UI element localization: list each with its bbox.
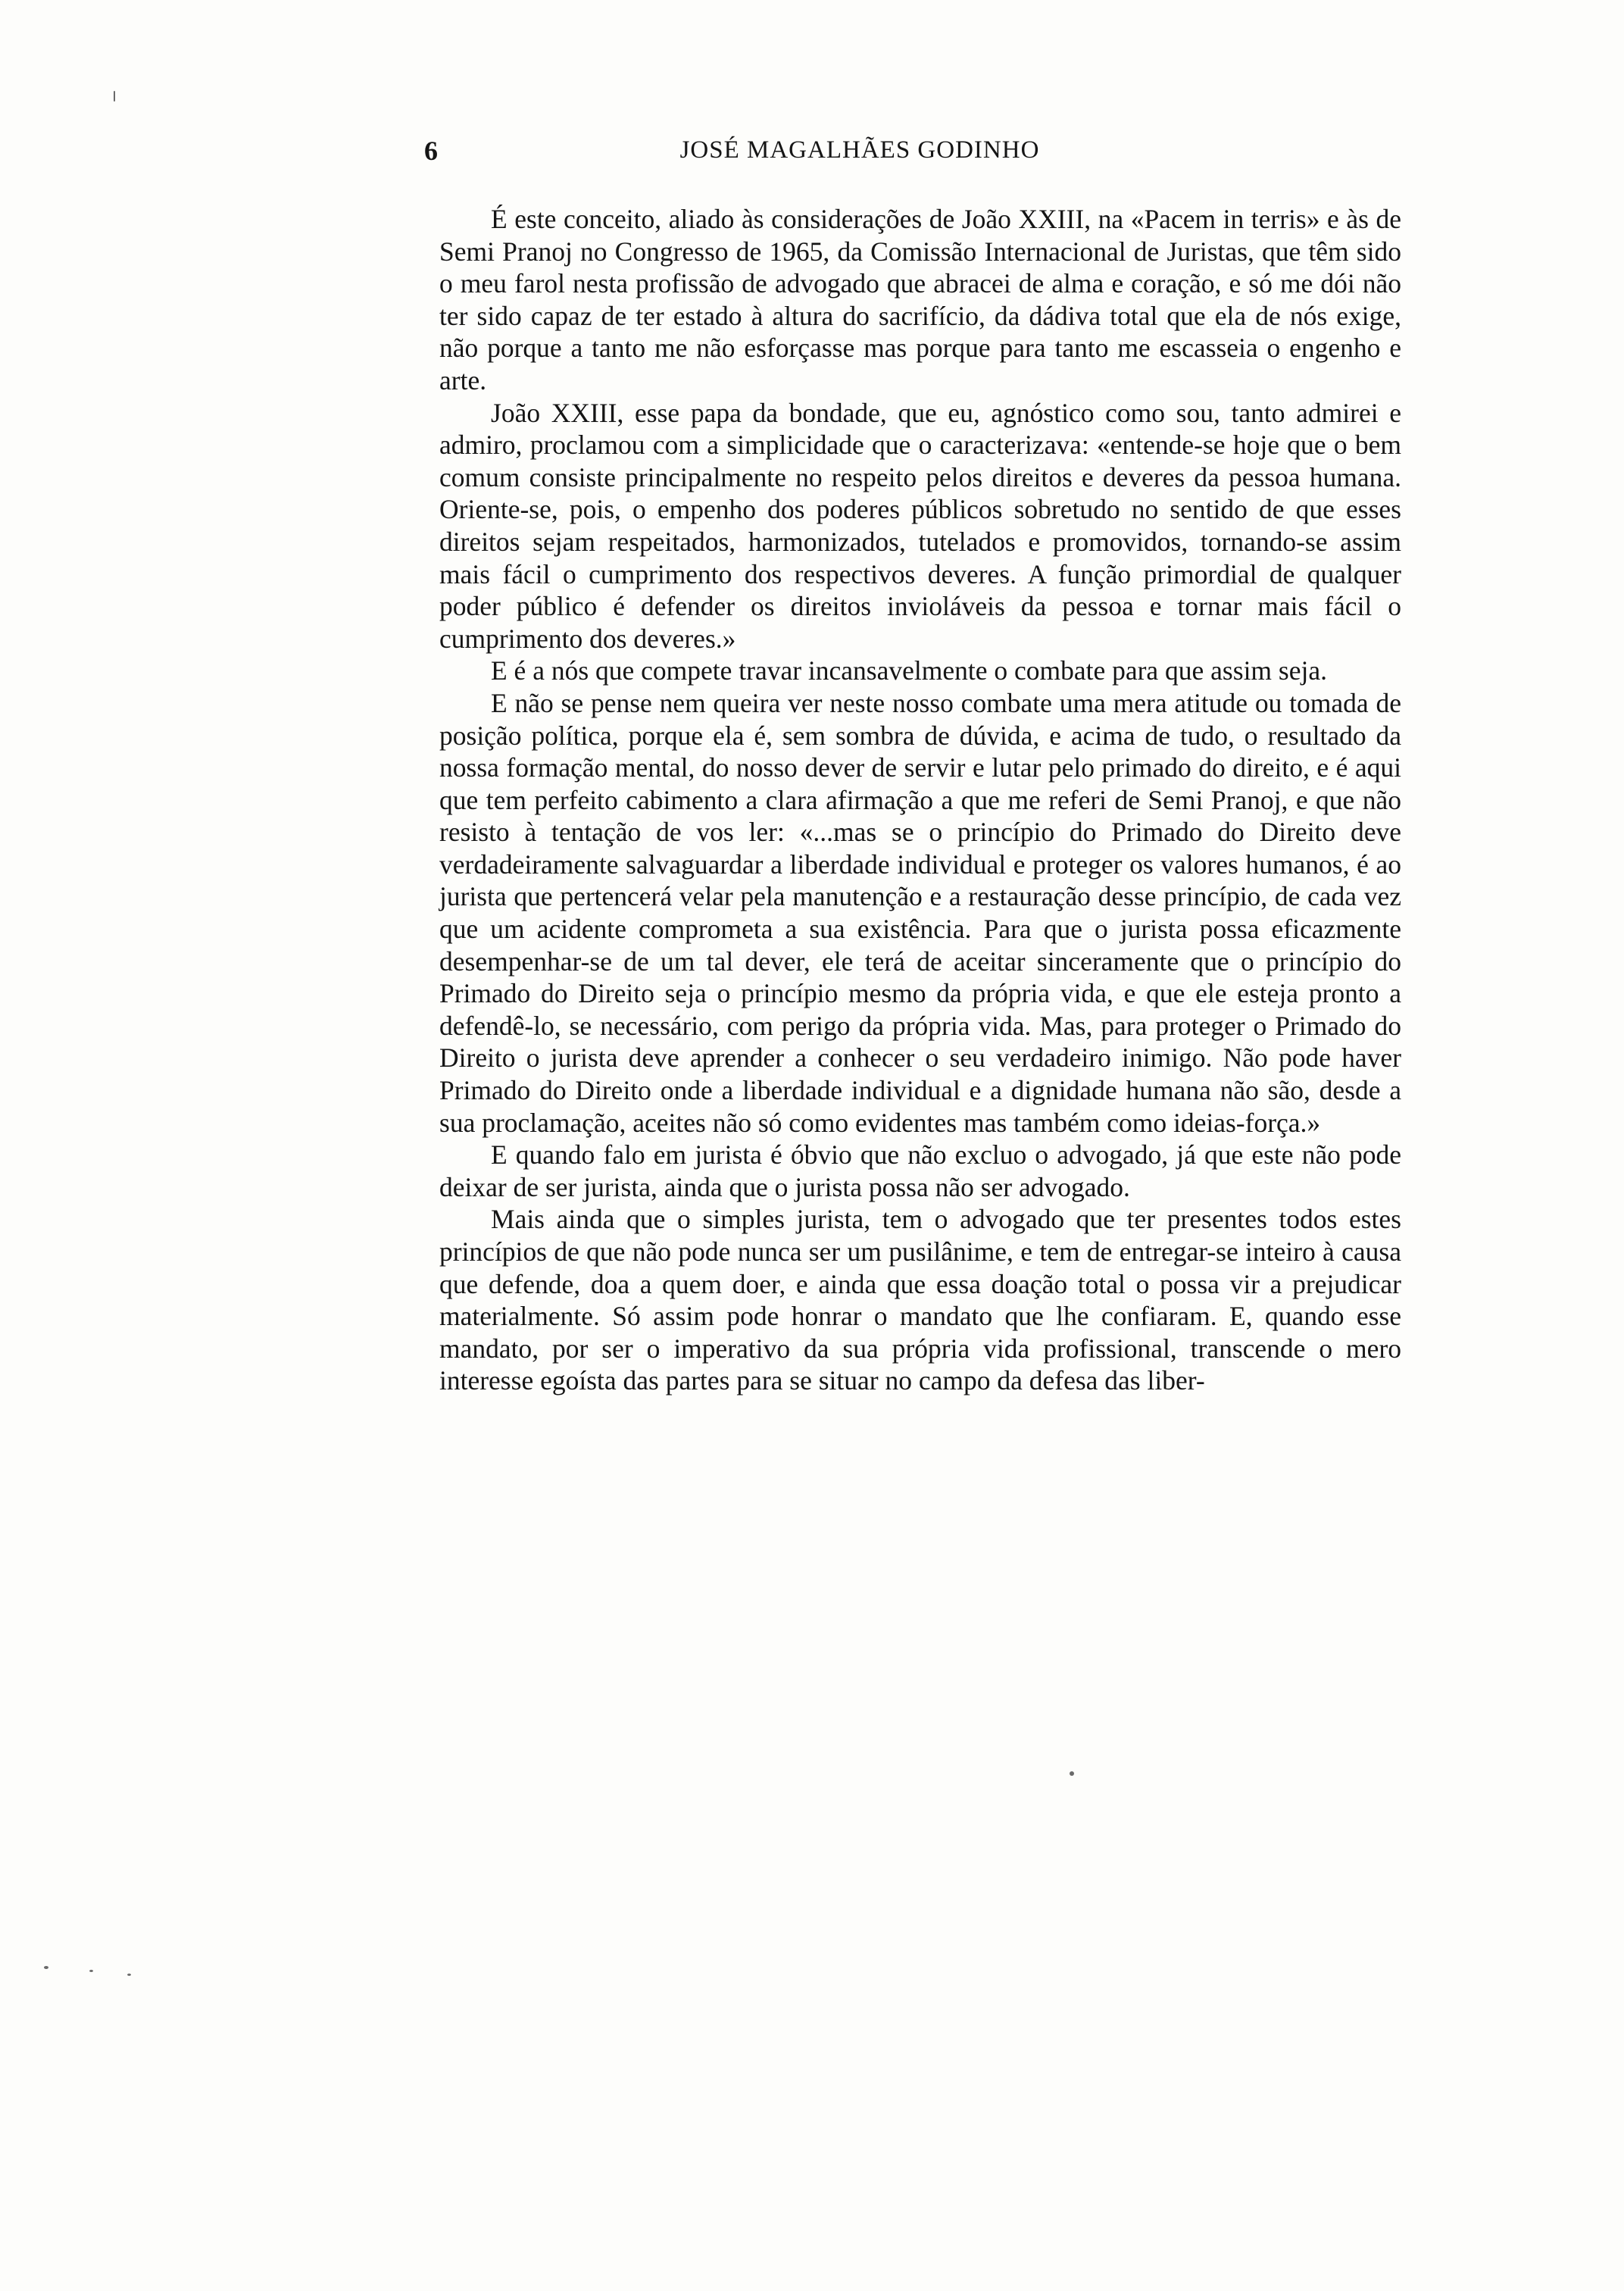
paragraph: É este conceito, aliado às considerações de João XXIII, na «Pacem in terris» e às de Semi Pranoj no Congresso de 1965, da Comissão Internacional de Juristas, que têm sido o meu farol nesta profissão de advogado que abracei de alma e coração, e só me dói não ter sido capaz de ter estado à altura do sacrifício, da dádiva total que ela de nós exige, não porque a tanto me não esforçasse mas porque para tanto me escasseia o engenho e arte.: [439, 204, 1401, 395]
scan-speck: [127, 1974, 131, 1976]
page-number: 6: [424, 136, 438, 166]
scan-speck: [1070, 1771, 1074, 1776]
paragraph: E não se pense nem queira ver neste nosso combate uma mera atitude ou tomada de posição política, porque ela é, sem sombra de dúvida, e acima de tudo, o resultado da nossa formação mental, do nosso dever de servir e lutar pelo primado do direito, e é aqui que tem perfeito cabimento a clara afirmação a que me referi de Semi Pranoj, e que não resisto à tentação de vos ler: «...mas se o princípio do Primado do Direito deve verdadeiramente salvaguardar a liberdade individual e proteger os valores humanos, é ao jurista que pertencerá velar pela manutenção e a restauração desse princípio, de cada vez que um acidente comprometa a sua existência. Para que o jurista possa eficazmente desempenhar-se de um tal dever, ele terá de aceitar sinceramente que o princípio do Primado do Direito seja o princípio mesmo da própria vida, e que ele esteja pronto a defendê-lo, se necessário, com perigo da própria vida. Mas, para proteger o Primado do Direito o jurista deve aprender a conhecer o seu verdadeiro inimigo. Não pode haver Primado do Direito onde a liberdade individual e a dignidade humana não são, desde a sua proclamação, aceites não só como evidentes mas também como ideias-força.»: [439, 687, 1401, 1138]
scan-speck: [89, 1970, 93, 1972]
paragraph: Mais ainda que o simples jurista, tem o advogado que ter presentes todos estes princípios de que não pode nunca ser um pusilânime, e tem de entregar-se inteiro à causa que defende, doa a quem doer, e ainda que essa doação total o possa vir a prejudicar materialmente. Só assim pode honrar o mandato que lhe confiaram. E, quando esse mandato, por ser o imperativo da sua própria vida profissional, transcende o mero interesse egoísta das partes para se situar no campo da defesa das liber-: [439, 1204, 1401, 1396]
scan-speck: [44, 1966, 48, 1969]
paragraph: E é a nós que compete travar incansavelmente o combate para que assim seja.: [491, 655, 1327, 686]
paragraph: João XXIII, esse papa da bondade, que eu, agnóstico como sou, tanto admirei e admiro, proclamou com a simplicidade que o caracterizava: «entende-se hoje que o bem comum consiste principalmente no respeito pelos direitos e deveres da pessoa humana. Oriente-se, pois, o empenho dos poderes públicos sobretudo no sentido de que esses direitos sejam respeitados, harmonizados, tutelados e promovidos, tornando-se assim mais fácil o cumprimento dos respectivos deveres. A função primordial de qualquer poder público é defender os direitos invioláveis da pessoa e tornar mais fácil o cumprimento dos deveres.»: [439, 397, 1401, 654]
body-text: [439, 203, 1401, 1397]
scan-speck: [114, 91, 115, 102]
paragraph: E quando falo em jurista é óbvio que não excluo o advogado, já que este não pode deixar de ser jurista, ainda que o jurista possa não ser advogado.: [439, 1139, 1401, 1202]
running-head: JOSÉ MAGALHÃES GODINHO: [679, 136, 1040, 164]
page-header: [424, 135, 1295, 173]
